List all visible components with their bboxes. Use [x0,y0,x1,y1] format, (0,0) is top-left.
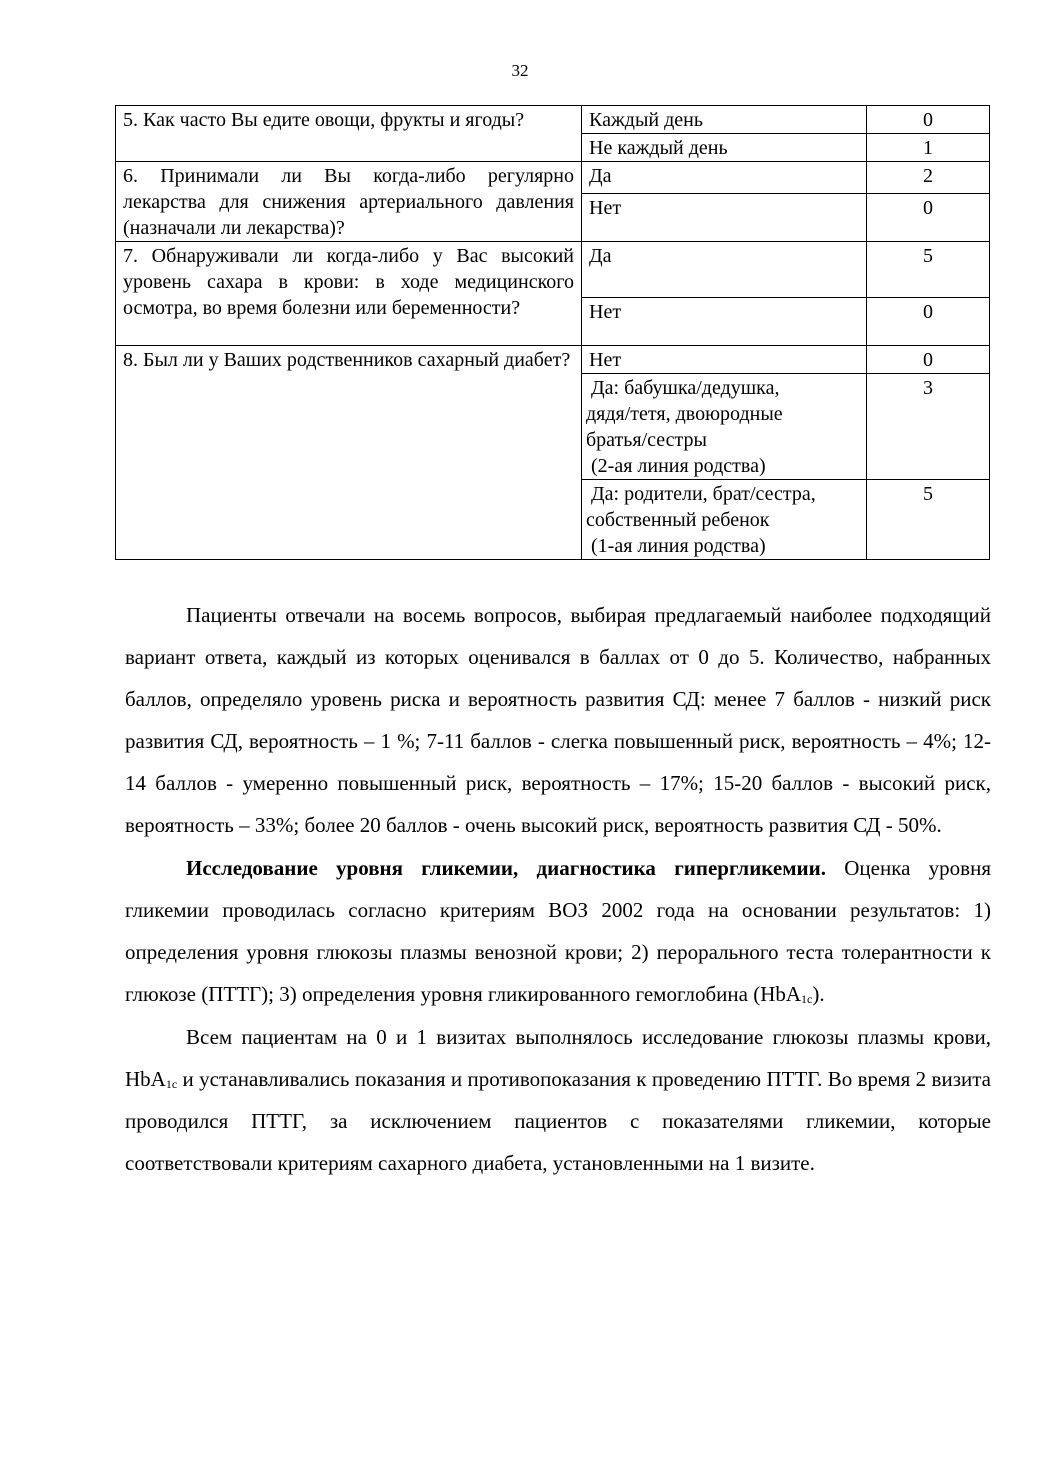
answer-cell: Нет [582,194,867,242]
table-row [116,242,990,298]
question-cell: 7. Обнаруживали ли когда-либо у Вас высокий уровень сахара в крови: в ходе медицинского осмотра, во время болезни или беременности? [116,242,582,346]
score-cell: 5 [867,480,990,560]
answer-line: Да: бабушка/дедушка, [586,377,780,399]
answer-line: собственный ребенок [586,509,770,531]
paragraph-text: Всем пациентам на 0 и 1 визитах выполнялось исследование глюкозы плазмы крови, HbA [125,1025,991,1091]
page-number: 32 [511,61,529,80]
paragraph-glycemia [125,847,991,1015]
answer-line: (2-ая линия родства) [586,455,766,477]
table-row [116,106,990,134]
answer-cell: Нет [582,346,867,374]
score-cell: 0 [867,346,990,374]
paragraph-text: ). [812,982,825,1006]
answer-line: Да: родители, брат/сестра, [586,483,816,505]
score-cell: 0 [867,194,990,242]
answer-line: дядя/тетя, двоюродные [586,403,783,425]
score-cell: 2 [867,162,990,194]
paragraph-text: и устанавливались показания и противопоказания к проведению ПТТГ. Во время 2 визита проводился ПТТГ, за исключением пациентов с показателями гликемии, которые соответствовали критериям сахарного диабета, установленными на 1 визите. [125,1067,991,1175]
table-row [116,346,990,374]
risk-questionnaire-table [115,105,990,560]
score-cell: 1 [867,134,990,162]
question-cell: 5. Как часто Вы едите овощи, фрукты и ягоды? [116,106,582,162]
answer-line: братья/сестры [586,429,707,451]
section-heading: Исследование уровня гликемии, диагностика гипергликемии. [186,856,826,880]
score-cell: 3 [867,374,990,480]
answer-cell: Каждый день [582,106,867,134]
answer-cell [582,480,867,560]
body-text [125,594,991,1184]
table-row [116,162,990,194]
score-cell: 0 [867,298,990,346]
answer-cell [582,374,867,480]
answer-cell: Да [582,162,867,194]
paragraph-scoring: Пациенты отвечали на восемь вопросов, выбирая предлагаемый наиболее подходящий вариант ответа, каждый из которых оценивался в баллах от 0 до 5. Количество, набранных баллов, определяло уровень риска и вероятность развития СД: менее 7 баллов - низкий риск развития СД, вероятность – 1 %; 7-11 баллов - слегка повышенный риск, вероятность – 4%; 12-14 баллов - умеренно повышенный риск, вероятность – 17%; 15-20 баллов - высокий риск, вероятность – 33%; более 20 баллов - очень высокий риск, вероятность развития СД - 50%. [125,603,991,837]
paragraph-text: Оценка уровня гликемии проводилась согласно критериям ВОЗ 2002 года на основании результатов: 1) определения уровня глюкозы плазмы венозной крови; 2) перорального теста толерантности к глюкозе (ПТТГ); 3) определения уровня гликированного гемоглобина (HbA [125,856,991,1006]
question-cell: 6. Принимали ли Вы когда-либо регулярно лекарства для снижения артериального давления (назначали ли лекарства)? [116,162,582,242]
answer-cell: Нет [582,298,867,346]
score-cell: 0 [867,106,990,134]
paragraph-visits [125,1016,991,1184]
subscript: 1c [801,992,813,1006]
answer-line: (1-ая линия родства) [586,535,766,557]
subscript: 1c [165,1077,178,1091]
question-cell: 8. Был ли у Ваших родственников сахарный диабет? [116,346,582,560]
answer-cell: Да [582,242,867,298]
score-cell: 5 [867,242,990,298]
answer-cell: Не каждый день [582,134,867,162]
